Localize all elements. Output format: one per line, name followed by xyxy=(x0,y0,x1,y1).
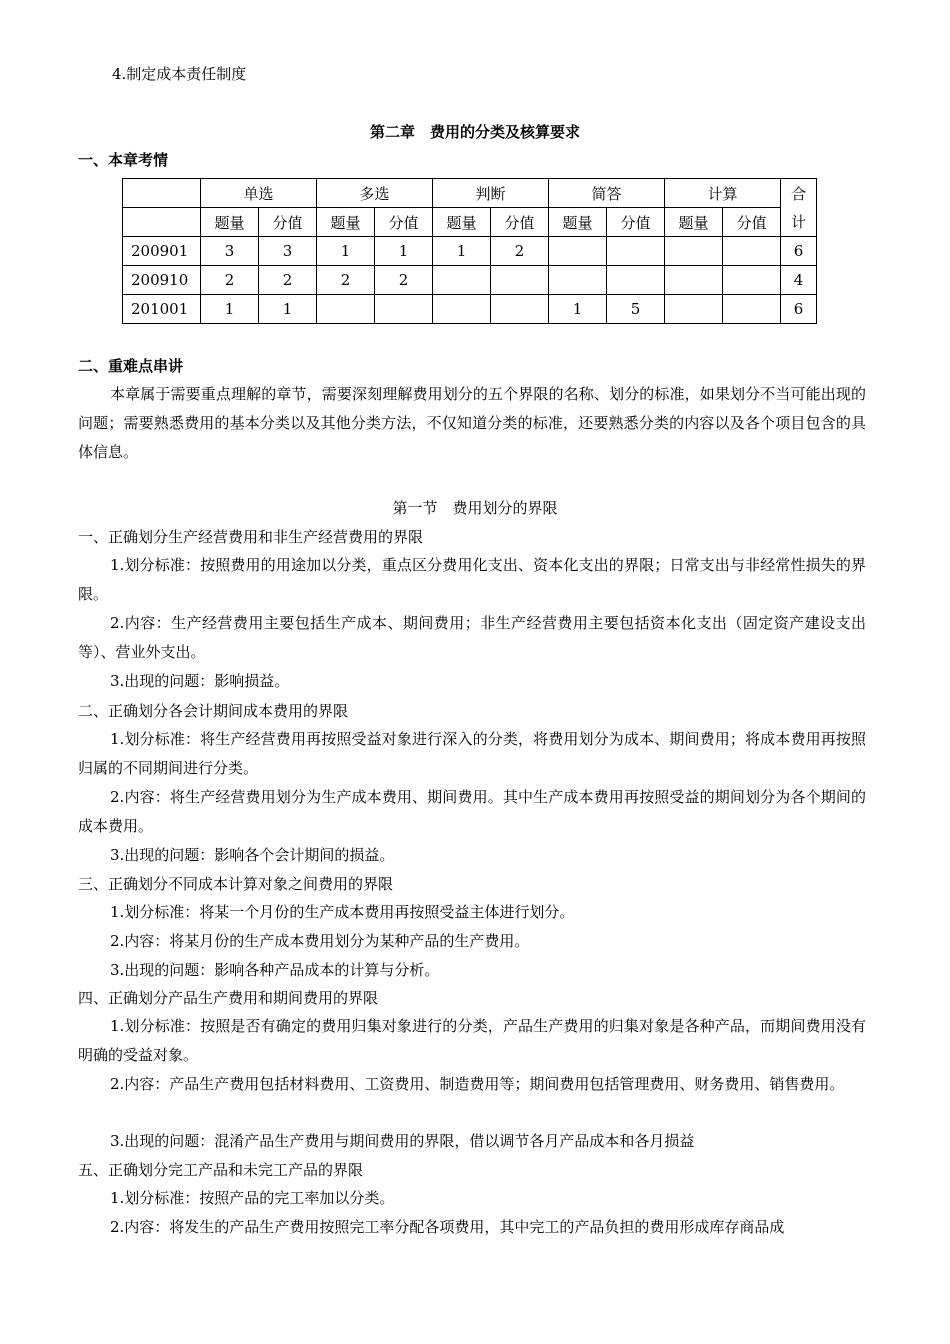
table-cell xyxy=(491,266,549,295)
subheader-cell: 题量 xyxy=(549,208,607,237)
table-subheader-row xyxy=(123,208,817,237)
table-cell: 1 xyxy=(201,295,259,324)
total-cell: 6 xyxy=(781,237,817,266)
subheader-cell: 分值 xyxy=(491,208,549,237)
table-cell: 1 xyxy=(549,295,607,324)
table-cell xyxy=(665,266,723,295)
total-header-bottom: 计 xyxy=(791,212,807,231)
h2-item-3: 3.出现的问题：影响各个会计期间的损益。 xyxy=(110,846,395,864)
table-cell xyxy=(491,295,549,324)
h4-item-1: 1.划分标准：按照是否有确定的费用归集对象进行的分类，产品生产费用的归集对象是各种产品，而期间费用没有明确的受益对象。 xyxy=(78,1017,866,1064)
table-cell xyxy=(665,295,723,324)
table-cell: 1 xyxy=(375,237,433,266)
table-cell: 3 xyxy=(259,237,317,266)
section2-heading: 二、重难点串讲 xyxy=(78,357,184,375)
section1-heading: 一、本章考情 xyxy=(78,151,169,169)
h4-item-3: 3.出现的问题：混淆产品生产费用与期间费用的界限，借以调节各月产品成本和各月损益 xyxy=(110,1132,695,1150)
h1-item-3: 3.出现的问题：影响损益。 xyxy=(110,672,290,690)
table-cell xyxy=(607,237,665,266)
top-list-item: 4.制定成本责任制度 xyxy=(112,65,247,83)
table-row xyxy=(123,266,817,295)
heading-3: 三、正确划分不同成本计算对象之间费用的界限 xyxy=(78,875,394,893)
chapter-title: 第二章 费用的分类及核算要求 xyxy=(369,123,580,141)
table-cell xyxy=(549,266,607,295)
total-cell: 4 xyxy=(781,266,817,295)
table-cell xyxy=(433,295,491,324)
section2-paragraph: 本章属于需要重点理解的章节，需要深刻理解费用划分的五个界限的名称、划分的标准，如果划分不当可能出现的问题；需要熟悉费用的基本分类以及其他分类方法，不仅知道分类的标准，还要熟悉分类的内容以及各个项目包含的具体信息。 xyxy=(78,385,866,461)
year-cell: 200901 xyxy=(123,237,201,266)
table-cell: 2 xyxy=(201,266,259,295)
total-header xyxy=(781,179,817,237)
table-cell xyxy=(375,295,433,324)
table-cell: 2 xyxy=(317,266,375,295)
subheader-cell: 分值 xyxy=(259,208,317,237)
year-cell: 200910 xyxy=(123,266,201,295)
h3-item-2: 2.内容：将某月份的生产成本费用划分为某种产品的生产费用。 xyxy=(110,932,530,950)
h3-item-1: 1.划分标准：将某一个月份的生产成本费用再按照受益主体进行划分。 xyxy=(110,903,575,921)
h4-item-2: 2.内容：产品生产费用包括材料费用、工资费用、制造费用等；期间费用包括管理费用、财务费用、销售费用。 xyxy=(110,1075,845,1093)
subheader-cell: 题量 xyxy=(665,208,723,237)
group-header: 判断 xyxy=(433,179,549,208)
table-cell xyxy=(317,295,375,324)
total-header-top: 合 xyxy=(791,184,807,203)
h1-item-2: 2.内容：生产经营费用主要包括生产成本、期间费用；非生产经营费用主要包括资本化支出（固定资产建设支出等）、营业外支出。 xyxy=(78,614,866,661)
table-cell: 5 xyxy=(607,295,665,324)
table-cell: 2 xyxy=(491,237,549,266)
group-header: 计算 xyxy=(665,179,781,208)
subheader-cell: 题量 xyxy=(201,208,259,237)
subheader-cell: 分值 xyxy=(607,208,665,237)
table-corner-cell xyxy=(123,179,201,208)
subheader-cell: 分值 xyxy=(375,208,433,237)
table-cell: 3 xyxy=(201,237,259,266)
subheader-cell: 题量 xyxy=(317,208,375,237)
heading-5: 五、正确划分完工产品和未完工产品的界限 xyxy=(78,1161,364,1179)
table-corner-cell xyxy=(123,208,201,237)
table-cell xyxy=(433,266,491,295)
table-cell: 1 xyxy=(317,237,375,266)
h3-item-3: 3.出现的问题：影响各种产品成本的计算与分析。 xyxy=(110,961,440,979)
group-header: 单选 xyxy=(201,179,317,208)
exam-stats-table xyxy=(122,178,817,324)
group-header: 多选 xyxy=(317,179,433,208)
subheader-cell: 分值 xyxy=(723,208,781,237)
h5-item-1: 1.划分标准：按照产品的完工率加以分类。 xyxy=(110,1189,395,1207)
table-cell: 2 xyxy=(259,266,317,295)
section-title: 第一节 费用划分的界限 xyxy=(392,499,558,517)
heading-4: 四、正确划分产品生产费用和期间费用的界限 xyxy=(78,989,379,1007)
table-row xyxy=(123,237,817,266)
table-cell: 1 xyxy=(259,295,317,324)
table-header-row xyxy=(123,179,817,208)
h2-item-1: 1.划分标准：将生产经营费用再按照受益对象进行深入的分类，将费用划分为成本、期间费用；将成本费用再按照归属的不同期间进行分类。 xyxy=(78,730,866,777)
table-cell: 1 xyxy=(433,237,491,266)
h2-item-2: 2.内容：将生产经营费用划分为生产成本费用、期间费用。其中生产成本费用再按照受益的期间划分为各个期间的成本费用。 xyxy=(78,788,866,835)
table-cell xyxy=(549,237,607,266)
heading-1: 一、正确划分生产经营费用和非生产经营费用的界限 xyxy=(78,528,424,546)
heading-2: 二、正确划分各会计期间成本费用的界限 xyxy=(78,702,349,720)
table-cell: 2 xyxy=(375,266,433,295)
group-header: 简答 xyxy=(549,179,665,208)
table-cell xyxy=(723,266,781,295)
table-cell xyxy=(607,266,665,295)
h5-item-2: 2.内容：将发生的产品生产费用按照完工率分配各项费用，其中完工的产品负担的费用形成库存商品成 xyxy=(110,1218,785,1236)
year-cell: 201001 xyxy=(123,295,201,324)
table-cell xyxy=(723,237,781,266)
table-row xyxy=(123,295,817,324)
subheader-cell: 题量 xyxy=(433,208,491,237)
table-cell xyxy=(723,295,781,324)
h1-item-1: 1.划分标准：按照费用的用途加以分类，重点区分费用化支出、资本化支出的界限；日常支出与非经常性损失的界限。 xyxy=(78,556,866,603)
total-cell: 6 xyxy=(781,295,817,324)
table-cell xyxy=(665,237,723,266)
